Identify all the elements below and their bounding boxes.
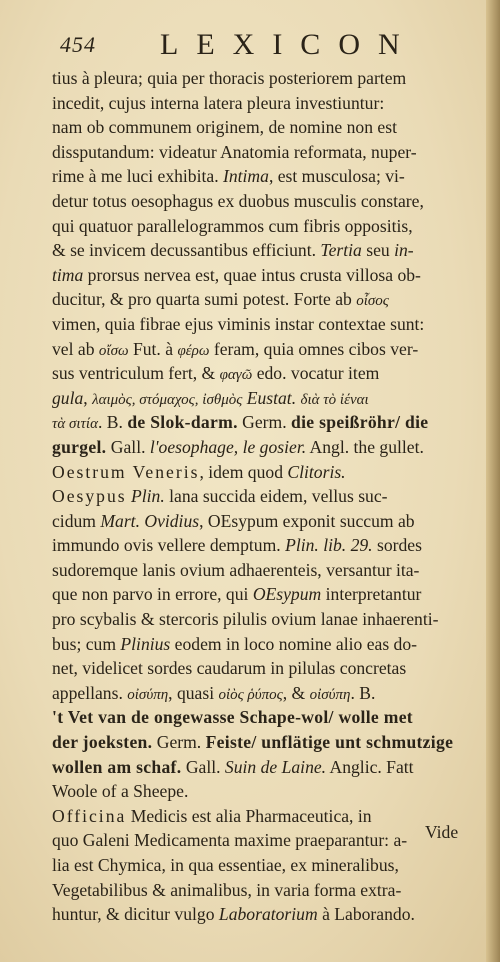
text-segment: gula (52, 387, 84, 408)
text-line (52, 632, 480, 657)
text-line (52, 435, 480, 460)
running-title: LEXICON (160, 28, 418, 61)
lexicon-text-body (52, 66, 480, 927)
text-segment: immundo ovis vellere demptum. (52, 535, 286, 556)
text-line (52, 460, 480, 485)
text-line (52, 582, 480, 607)
text-line (52, 902, 480, 927)
text-segment: Eustat. (246, 387, 297, 408)
text-line (52, 828, 480, 853)
text-segment: οἰσύπη (127, 686, 169, 703)
text-line (52, 779, 480, 804)
text-line (52, 312, 480, 337)
text-segment: que non parvo in errore, qui (52, 584, 253, 605)
text-segment: tius à pleura; quia per thoracis posteriorem partem (52, 68, 407, 88)
text-segment: Germ. (237, 412, 292, 433)
text-segment: ducitur, & pro quarta sumi potest. Forte ab (52, 289, 357, 310)
text-segment: die speißröhr/ die (291, 412, 429, 433)
text-segment: διὰ τὸ ἰέναι (300, 391, 369, 408)
text-segment: OEsypum (252, 584, 322, 605)
text-line (52, 878, 480, 903)
text-line (52, 238, 480, 263)
text-line (52, 656, 480, 681)
text-segment: edo. vocatur item (252, 363, 380, 384)
text-segment: Fut. à (128, 338, 178, 359)
text-segment: lia est Chymica, in qua essentiae, ex mineralibus, (52, 855, 399, 875)
text-segment: detur totus oesophagus ex duobus musculis constare, (52, 190, 424, 211)
text-segment: 't Vet van de ongewasse Schape-wol/ wolle met (52, 707, 413, 728)
text-line (52, 681, 480, 706)
text-segment: nam ob communem originem, de nomine non est (52, 117, 397, 138)
text-line (52, 361, 480, 386)
text-segment: seu (361, 240, 395, 261)
text-segment: quo Galeni Medicamenta maxime praeparantur: a- (52, 830, 408, 851)
text-segment: Angl. the gullet. (306, 436, 424, 457)
text-segment: Plin. lib. 29. (285, 535, 373, 556)
text-segment: prorsus nervea est, quae intus crusta villosa ob- (83, 264, 421, 285)
text-segment: feram, quia omnes cibos ver- (209, 338, 419, 359)
text-segment: & se invicem decussantibus efficiunt. (52, 240, 321, 261)
page-fold-shadow (486, 0, 500, 962)
text-segment: Oestrum Veneris (52, 461, 200, 482)
text-segment: vel ab (52, 338, 99, 359)
text-segment: . B. (350, 682, 376, 703)
text-line (52, 140, 480, 165)
text-segment: Tertia (320, 240, 362, 261)
text-segment: φαγῶ (219, 367, 253, 384)
text-segment: φέρω (177, 342, 210, 359)
text-line (52, 263, 480, 288)
text-segment: l'oesophage, le gosier. (149, 436, 307, 457)
text-line (52, 386, 480, 411)
text-segment: Mart. Ovidius (100, 510, 200, 531)
text-line (52, 337, 480, 362)
text-segment: λαιμὸς, στόμαχος, ἰσθμὸς (92, 391, 243, 408)
text-line (52, 484, 480, 509)
text-segment: Oesypus (52, 486, 127, 507)
text-segment: incedit, cujus interna latera pleura investiuntur: (52, 92, 385, 113)
text-line (52, 705, 480, 730)
text-segment: appellans. (52, 682, 128, 703)
text-line (52, 164, 480, 189)
text-segment: τὰ σιτία (52, 416, 98, 433)
text-segment: , est musculosa; vi- (268, 166, 405, 187)
text-segment: , OEsypum exponit succum ab (199, 510, 415, 531)
text-segment: , (83, 387, 93, 408)
text-segment: Woole of a Sheepe. (52, 781, 189, 802)
page-number: 454 (60, 32, 96, 57)
text-segment: Intima (223, 166, 269, 187)
text-line (52, 558, 480, 583)
text-line (52, 730, 480, 755)
text-segment: in- (394, 240, 414, 261)
text-line (52, 509, 480, 534)
text-segment: rime à me luci exhibita. (52, 166, 223, 187)
text-line (52, 755, 480, 780)
text-segment: Clitoris. (287, 461, 346, 482)
text-line (52, 804, 480, 829)
text-segment: Plinius (120, 633, 171, 654)
text-segment: , idem quod (199, 461, 288, 482)
text-segment: huntur, & dicitur vulgo (52, 904, 219, 925)
text-segment: οἶσος (356, 293, 389, 310)
text-segment: lana succida eidem, vellus suc- (164, 486, 388, 507)
text-line (52, 115, 480, 140)
text-segment: Gall. (181, 756, 225, 777)
text-segment: sus ventriculum fert, & (52, 363, 220, 384)
text-segment: der joeksten. (52, 732, 153, 753)
text-segment: qui quatuor parallelogrammos cum fibris oppositis, (52, 215, 413, 236)
text-line (52, 533, 480, 558)
text-segment: interpretantur (321, 584, 422, 605)
text-segment: . B. (97, 412, 128, 433)
text-segment: Vegetabilibus & animalibus, in varia forma extra- (52, 879, 402, 900)
text-segment: , quasi (168, 682, 219, 703)
text-segment: net, videlicet sordes caudarum in pilulas concretas (52, 658, 407, 679)
text-line (52, 91, 480, 116)
text-segment: Gall. (106, 436, 150, 457)
text-line (52, 214, 480, 239)
text-segment: , & (282, 682, 310, 703)
text-line (52, 853, 480, 878)
text-segment: eodem in loco nomine alio eas do- (170, 633, 418, 654)
text-line (52, 287, 480, 312)
text-segment: Plin. (131, 486, 165, 507)
text-segment: Anglic. Fatt (326, 756, 414, 777)
text-segment: cidum (52, 510, 101, 531)
text-segment: à Laborando. (317, 904, 415, 925)
text-segment: bus; cum (52, 633, 121, 654)
text-segment: wollen am schaf. (52, 756, 182, 777)
text-segment: pro scybalis & stercoris pilulis ovium lanae inhaerenti- (52, 609, 439, 630)
text-line (52, 410, 480, 435)
text-segment: dissputandum: videatur Anatomia reformata, nuper- (52, 141, 417, 162)
text-line (52, 189, 480, 214)
text-segment: Feiste/ unflätige unt schmutzige (205, 732, 454, 753)
text-segment: Medicis est alia Pharmaceutica, in (126, 805, 372, 826)
text-segment: vimen, quia fibrae ejus viminis instar contextae sunt: (52, 313, 425, 334)
catchword: Vide (425, 822, 459, 842)
text-segment: οἰσύπη (309, 686, 351, 703)
text-segment: οἰὸς ῥύπος (218, 686, 283, 703)
text-segment: Germ. (152, 732, 206, 753)
text-segment: Officina (52, 805, 127, 826)
text-segment: Suin de Laine. (224, 756, 327, 777)
text-line (52, 66, 480, 91)
text-segment: gurgel. (52, 436, 107, 457)
text-segment: οἴσω (98, 342, 129, 359)
text-segment: Laboratorium (218, 904, 318, 925)
text-segment: de Slok-darm. (127, 412, 238, 433)
page-header (60, 24, 480, 64)
text-segment: sordes (372, 535, 422, 556)
text-segment: sudoremque lanis ovium adhaerenteis, versantur ita- (52, 559, 420, 580)
text-segment: tima (52, 264, 84, 285)
text-line (52, 607, 480, 632)
